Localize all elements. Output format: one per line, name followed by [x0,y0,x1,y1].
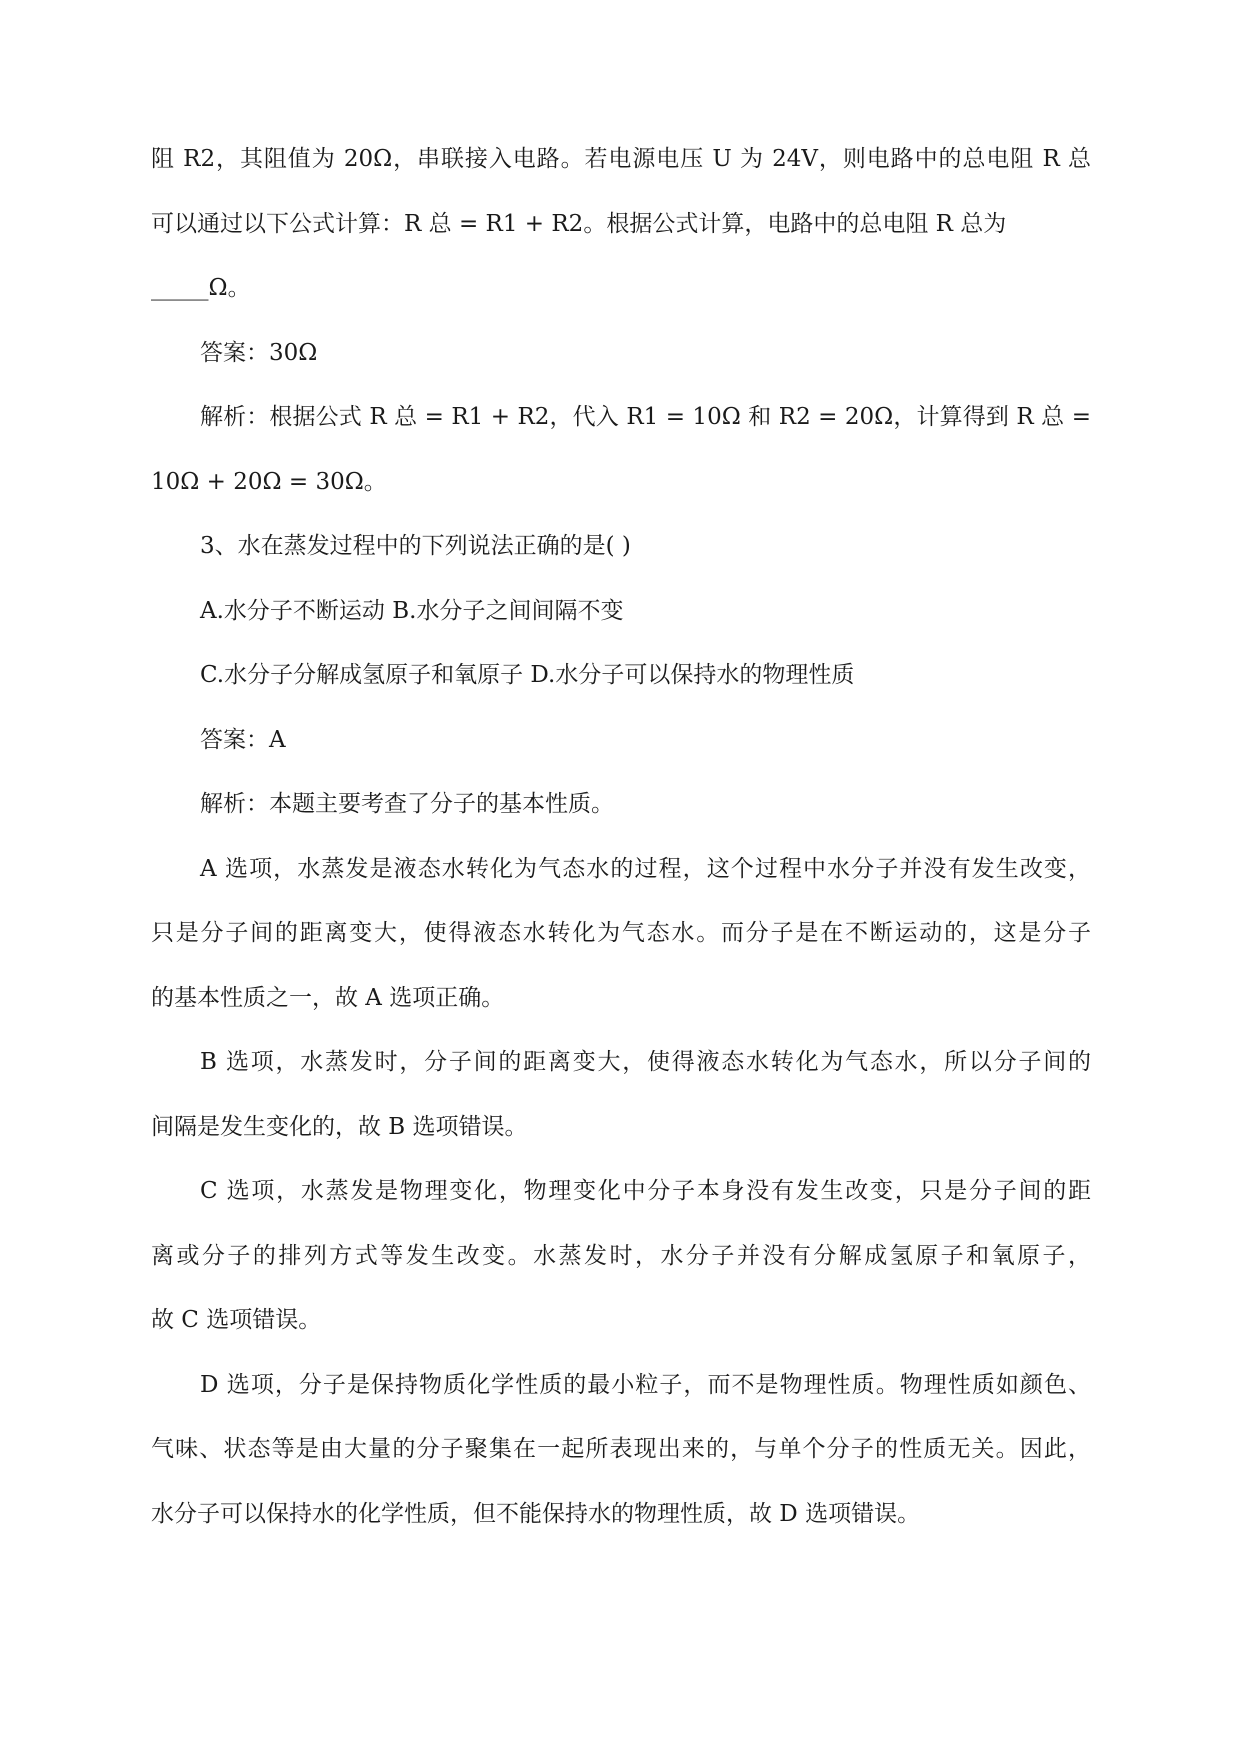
question-title: 3、水在蒸发过程中的下列说法正确的是( ) [200,533,631,559]
text-line: 阻 R2，其阻值为 20Ω，串联接入电路。若电源电压 U 为 24V，则电路中的总电阻 R 总 [151,146,1091,172]
analysis-line: 解析：根据公式 R 总 = R1 + R2，代入 R1 = 10Ω 和 R2 = 20Ω，计算得到 R 总 = [200,404,1091,430]
question-options: A.水分子不断运动 B.水分子之间间隔不变 [200,597,624,624]
text-line: 水分子可以保持水的化学性质，但不能保持水的物理性质，故 D 选项错误。 [151,1500,921,1527]
document-body [151,142,1091,1561]
text-line: B 选项，水蒸发时，分子间的距离变大，使得液态水转化为气态水，所以分子间的 [200,1049,1091,1075]
text-line: 故 C 选项错误。 [151,1307,322,1333]
text-line: 10Ω + 20Ω = 30Ω。 [151,468,387,495]
text-line: 间隔是发生变化的，故 B 选项错误。 [151,1113,528,1140]
text-line: A 选项，水蒸发是液态水转化为气态水的过程，这个过程中水分子并没有发生改变， [200,855,1091,882]
text-line: _____Ω。 [151,275,251,301]
text-line: 气味、状态等是由大量的分子聚集在一起所表现出来的，与单个分子的性质无关。因此， [151,1436,1091,1462]
answer-line: 答案：30Ω [200,339,318,366]
text-line: 离或分子的排列方式等发生改变。水蒸发时，水分子并没有分解成氢原子和氧原子， [151,1242,1091,1269]
text-line: 可以通过以下公式计算：R 总 = R1 + R2。根据公式计算，电路中的总电阻 R 总为 [151,210,1007,237]
text-line: 的基本性质之一，故 A 选项正确。 [151,984,505,1011]
text-line: 只是分子间的距离变大，使得液态水转化为气态水。而分子是在不断运动的，这是分子 [151,920,1091,946]
analysis-line: 解析：本题主要考查了分子的基本性质。 [200,791,614,817]
question-options: C.水分子分解成氢原子和氧原子 D.水分子可以保持水的物理性质 [200,662,855,688]
text-line: D 选项，分子是保持物质化学性质的最小粒子，而不是物理性质。物理性质如颜色、 [200,1371,1091,1398]
text-line: C 选项，水蒸发是物理变化，物理变化中分子本身没有发生改变，只是分子间的距 [200,1178,1091,1204]
answer-line: 答案：A [200,726,286,753]
